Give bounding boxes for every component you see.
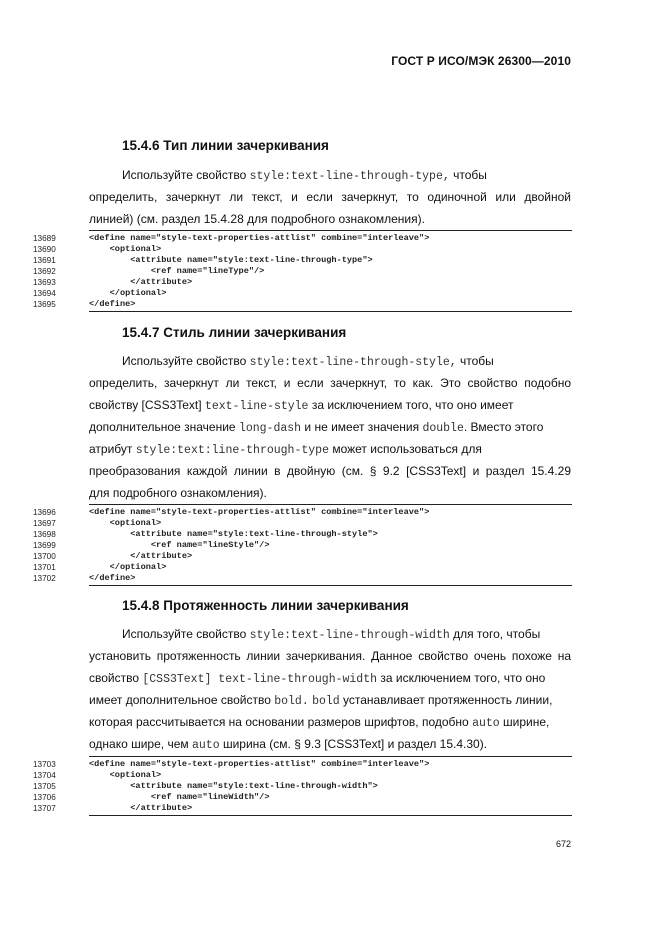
text-span: имеет дополнительное свойство	[89, 693, 271, 707]
code-line: <define name="style-text-properties-attlist" combine="interleave">	[89, 759, 430, 769]
code-term: long-dash	[238, 422, 302, 435]
code-line: <ref name="lineType"/>	[89, 266, 265, 276]
line-number: 13704	[33, 771, 56, 780]
code-term: [CSS3Text] text-line-through-width	[142, 673, 378, 686]
line-number: 13702	[33, 574, 56, 583]
text-span: может	[332, 442, 367, 456]
standard-header: ГОСТ Р ИСО/МЭК 26300—2010	[391, 54, 571, 68]
section-heading-15-4-6: 15.4.6 Тип линии зачеркивания	[122, 138, 329, 153]
line-number: 13698	[33, 530, 56, 539]
code-line: <define name="style-text-properties-attlist" combine="interleave">	[89, 507, 430, 517]
code-line: <attribute name="style:text-line-through-type">	[89, 255, 373, 265]
paragraph-15-4-8	[89, 623, 571, 755]
text-span: за исключением того, что оно имеет	[311, 398, 514, 412]
text-span: которая рассчитывается на основании размеров шрифтов, подобно	[89, 715, 469, 729]
paragraph-line: установить протяженность линии зачеркивания. Данное свойство очень похоже на	[89, 649, 571, 663]
paragraph-line	[89, 416, 571, 438]
text-span: . Вместо этого	[463, 420, 544, 434]
line-numbers	[33, 759, 73, 814]
text-span: чтобы	[460, 354, 494, 368]
code-term: auto	[191, 739, 220, 752]
text-span: ширина (см. § 9.3 [CSS3Text] и раздел 15.4.30).	[222, 737, 488, 751]
line-number: 13705	[33, 782, 56, 791]
code-line: <attribute name="style:text-line-through-style">	[89, 529, 378, 539]
line-number: 13703	[33, 760, 56, 769]
text-span: за исключением того, что оно	[380, 671, 546, 685]
code-line: </attribute>	[89, 803, 193, 813]
code-term: bold.	[274, 695, 309, 708]
line-number: 13692	[33, 267, 56, 276]
paragraph-line	[89, 164, 571, 186]
code-line: <optional>	[89, 244, 162, 254]
text-span: устанавливает протяженность линии,	[343, 693, 553, 707]
paragraph-line	[89, 689, 571, 711]
section-heading-15-4-8: 15.4.8 Протяженность линии зачеркивания	[122, 598, 409, 613]
text-span: и не имеет значения	[304, 420, 420, 434]
paragraph-line	[89, 623, 571, 645]
paragraph-line	[89, 733, 571, 755]
line-number: 13700	[33, 552, 56, 561]
code-block	[89, 504, 572, 586]
paragraph-line	[89, 711, 571, 733]
paragraph-line	[89, 350, 571, 372]
text-span: для	[461, 442, 482, 456]
line-number: 13691	[33, 256, 56, 265]
line-number: 13706	[33, 793, 56, 802]
text-span: свойству [CSS3Text]	[89, 398, 202, 412]
code-line: <define name="style-text-properties-attlist" combine="interleave">	[89, 233, 430, 243]
line-numbers	[33, 507, 73, 584]
text-span: использоваться	[370, 442, 459, 456]
paragraph-line: линией) (см. раздел 15.4.28 для подробного ознакомления).	[89, 212, 425, 226]
paragraph-line	[89, 394, 571, 416]
code-line: </define>	[89, 299, 136, 309]
code-term: style:text-line-through-width	[249, 629, 450, 642]
paragraph-line: преобразования каждой линии в двойную (см. § 9.2 [CSS3Text] и раздел 15.4.29	[89, 464, 571, 478]
line-numbers	[33, 233, 73, 310]
code-term: bold	[312, 695, 340, 708]
paragraph-line: для подробного ознакомления).	[89, 486, 267, 500]
code-term: style:text-line-through-type,	[249, 170, 450, 183]
text-span: для того, чтобы	[453, 627, 541, 641]
line-number: 13699	[33, 541, 56, 550]
paragraph-line: определить, зачеркнут ли текст, и если зачеркнут, то одиночной или двойной	[89, 190, 571, 204]
code-line: <ref name="lineStyle"/>	[89, 540, 270, 550]
paragraph-15-4-6	[89, 164, 571, 230]
text-span: чтобы	[453, 168, 487, 182]
code-line: <attribute name="style:text-line-through-width">	[89, 781, 378, 791]
code-term: style:text-line-through-style,	[249, 356, 457, 369]
line-number: 13690	[33, 245, 56, 254]
text-span: Используйте	[122, 168, 193, 182]
text-span: Используйте	[122, 354, 193, 368]
code-line: </optional>	[89, 562, 167, 572]
line-number: 13694	[33, 289, 56, 298]
page-number: 672	[556, 839, 572, 849]
line-number: 13695	[33, 300, 56, 309]
line-number: 13693	[33, 278, 56, 287]
line-number: 13689	[33, 234, 56, 243]
text-span: свойство	[196, 354, 247, 368]
paragraph-15-4-7	[89, 350, 571, 504]
code-block	[89, 230, 572, 312]
text-span: атрибут	[89, 442, 133, 456]
code-line: <optional>	[89, 518, 162, 528]
code-term: double	[422, 422, 464, 435]
code-line: <optional>	[89, 770, 162, 780]
code-line: </attribute>	[89, 551, 193, 561]
code-line: </attribute>	[89, 277, 193, 287]
text-span: Используйте свойство	[122, 627, 247, 641]
text-span: свойство	[196, 168, 247, 182]
code-term: text-line-style	[204, 400, 309, 413]
paragraph-line	[89, 438, 571, 460]
line-number: 13707	[33, 804, 56, 813]
code-line: <ref name="lineWidth"/>	[89, 792, 270, 802]
paragraph-line: определить, зачеркнут ли текст, и если зачеркнут, то как. Это свойство подобно	[89, 376, 571, 390]
code-term: auto	[472, 717, 500, 730]
code-line: </define>	[89, 573, 136, 583]
section-heading-15-4-7: 15.4.7 Стиль линии зачеркивания	[122, 325, 347, 340]
line-number: 13697	[33, 519, 56, 528]
line-number: 13701	[33, 563, 56, 572]
text-span: свойство	[89, 671, 140, 685]
text-span: однако шире, чем	[89, 737, 189, 751]
code-block	[89, 756, 572, 816]
text-span: ширине,	[503, 715, 550, 729]
paragraph-line	[89, 667, 571, 689]
code-term: style:text:line-through-type	[135, 444, 329, 457]
code-line: </optional>	[89, 288, 167, 298]
line-number: 13696	[33, 508, 56, 517]
text-span: дополнительное значение	[89, 420, 236, 434]
